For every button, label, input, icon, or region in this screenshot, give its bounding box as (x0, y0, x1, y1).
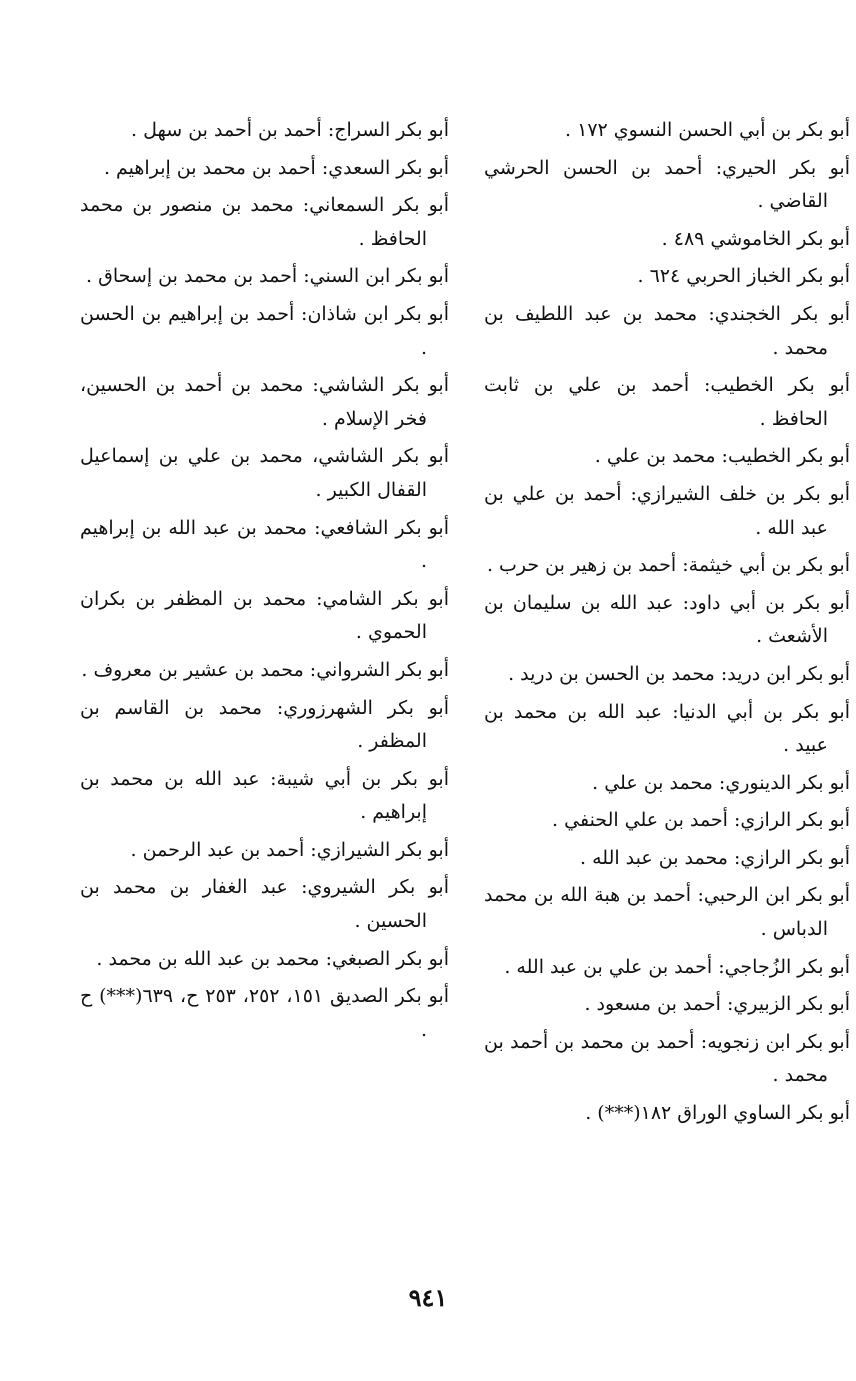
index-entry: أبو بكر الخباز الحربي ٦٢٤ . (637, 265, 850, 288)
left-column (80, 114, 449, 1051)
index-entry: أبو بكر الشاشي، محمد بن علي بن إسماعيل القفال الكبير . (80, 445, 449, 501)
index-entry: أبو بكر بن أبي شيبة: عبد الله بن محمد بن إبراهيم . (80, 767, 449, 824)
index-entry: أبو بكر الزُجاجي: أحمد بن علي بن عبد الله . (504, 955, 850, 978)
index-entry: أبو بكر الخطيب: محمد بن علي . (594, 445, 850, 468)
index-entry: أبو بكر السراج: أحمد بن أحمد بن سهل . (131, 119, 449, 141)
index-entry: أبو بكر الصديق ١٥١، ٢٥٢، ٢٥٣ ح، ٦٣٩(***) ح . (80, 985, 450, 1041)
index-entry: أبو بكر الدينوري: محمد بن علي . (592, 771, 850, 794)
index-entry: أبو بكر الزبيري: أحمد بن مسعود . (584, 993, 850, 1016)
index-entry: أبو بكر الشاشي: محمد بن أحمد بن الحسين، فخر الإسلام . (80, 374, 449, 430)
index-entry: أبو بكر الشيروي: عبد الغفار بن محمد بن الحسين . (80, 876, 449, 933)
index-entry: أبو بكر الحيري: أحمد بن الحسن الحرشي القاضي . (484, 156, 850, 213)
index-entry: أبو بكر الرازي: محمد بن عبد الله . (580, 846, 850, 869)
index-entry: أبو بكر ابن دريد: محمد بن الحسن بن دريد . (508, 662, 850, 685)
index-entry: أبو بكر الشيرازي: أحمد بن عبد الرحمن . (130, 838, 449, 861)
index-entry: أبو بكر الشرواني: محمد بن عشير بن معروف . (81, 658, 449, 681)
index-entry: أبو بكر ابن زنجويه: أحمد بن محمد بن أحمد بن محمد . (484, 1030, 850, 1087)
index-entry: أبو بكر السمعاني: محمد بن منصور بن محمد الحافظ . (80, 194, 449, 250)
index-entry: أبو بكر الصبغي: محمد بن عبد الله بن محمد . (96, 947, 449, 970)
index-entry: أبو بكر الخطيب: أحمد بن علي بن ثابت الحافظ . (484, 374, 850, 430)
index-entry: أبو بكر الشافعي: محمد بن عبد الله بن إبراهيم . (80, 516, 449, 573)
index-entry: أبو بكر الشامي: محمد بن المظفر بن بكران الحموي . (80, 587, 449, 644)
index-entry: أبو بكر بن أبي الدنيا: عبد الله بن محمد بن عبيد . (484, 700, 850, 757)
index-entry: أبو بكر الساوي الوراق ١٨٢(***) . (585, 1102, 850, 1125)
index-entry: أبو بكر ابن شاذان: أحمد بن إبراهيم بن الحسن . (80, 302, 449, 359)
index-entry: أبو بكر الرازي: أحمد بن علي الحنفي . (552, 809, 850, 832)
index-entry: أبو بكر ابن الرحبي: أحمد بن هبة الله بن محمد الدباس . (484, 884, 850, 941)
index-entry: أبو بكر بن أبي خيثمة: أحمد بن زهير بن حرب . (486, 554, 850, 577)
index-entry: أبو بكر بن أبي داود: عبد الله بن سليمان بن الأشعث . (484, 591, 850, 648)
index-entry: أبو بكر ابن السني: أحمد بن محمد بن إسحاق . (86, 265, 449, 288)
index-entry: أبو بكر الخاموشي ٤٨٩ . (661, 227, 850, 250)
index-entry: أبو بكر بن أبي الحسن النسوي ١٧٢ . (565, 119, 850, 141)
index-entry: أبو بكر الخجندي: محمد بن عبد اللطيف بن محمد . (484, 302, 850, 359)
index-entry: أبو بكر الشهرزوري: محمد بن القاسم بن المظفر . (80, 696, 449, 753)
page-number: ٩٤١ (408, 1283, 448, 1312)
index-entry: أبو بكر بن خلف الشيرازي: أحمد بن علي بن عبد الله . (484, 482, 850, 539)
index-entry: أبو بكر السعدي: أحمد بن محمد بن إبراهيم . (103, 156, 449, 179)
right-column (484, 114, 850, 1135)
